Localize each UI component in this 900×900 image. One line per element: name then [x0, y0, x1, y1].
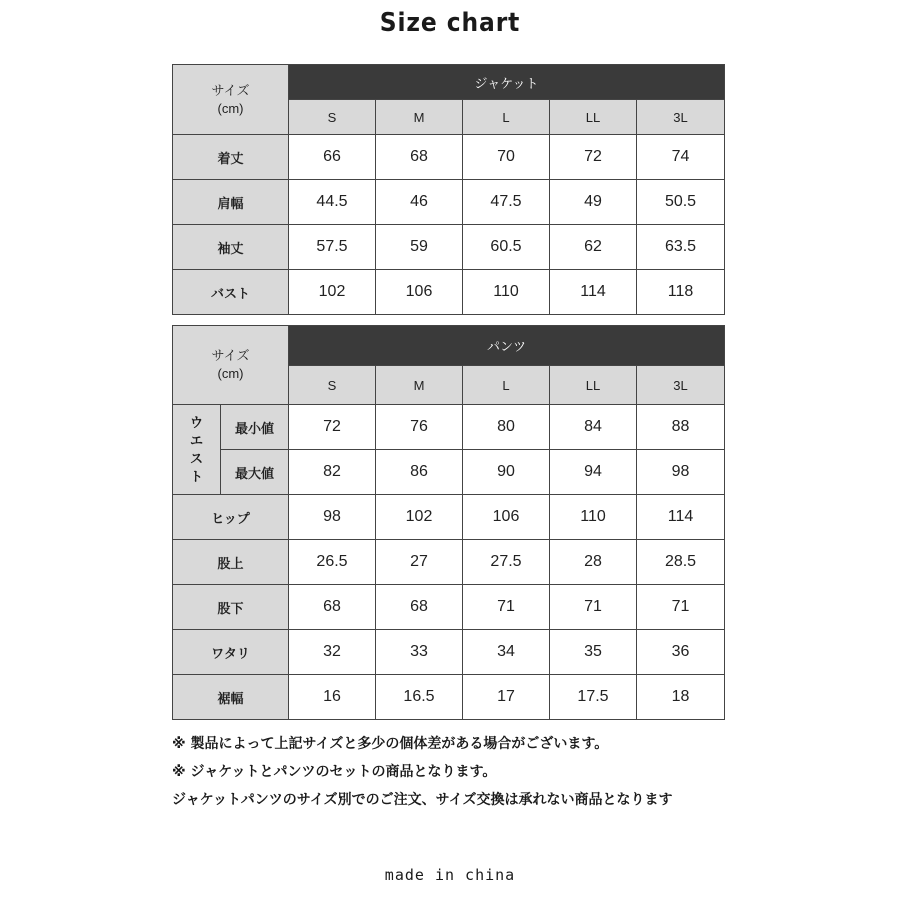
- table-row: [173, 630, 725, 675]
- table-cell: 106: [376, 270, 463, 315]
- row-label: 裾幅: [173, 675, 289, 720]
- table-cell: 72: [550, 135, 637, 180]
- jacket-size-header: M: [376, 100, 463, 135]
- table-cell: 68: [376, 585, 463, 630]
- note-line: ※ 製品によって上記サイズと多少の個体差がある場合がございます。: [172, 736, 609, 752]
- waist-group-text: ウ エ ス ト: [189, 414, 203, 484]
- table-cell: 63.5: [637, 225, 725, 270]
- jacket-size-table: [172, 64, 725, 315]
- row-label: ヒップ: [173, 495, 289, 540]
- table-cell: 98: [289, 495, 376, 540]
- pants-corner-cell: [173, 326, 289, 405]
- table-cell: 28: [550, 540, 637, 585]
- pants-section-header: パンツ: [289, 326, 725, 366]
- table-cell: 118: [637, 270, 725, 315]
- table-cell: 47.5: [463, 180, 550, 225]
- table-cell: 70: [463, 135, 550, 180]
- table-row: [173, 675, 725, 720]
- jacket-corner-label: サイズ: [211, 82, 250, 98]
- jacket-size-header: 3L: [637, 100, 725, 135]
- table-cell: 36: [637, 630, 725, 675]
- table-cell: 90: [463, 450, 550, 495]
- table-cell: 66: [289, 135, 376, 180]
- table-cell: 88: [637, 405, 725, 450]
- table-row: [173, 135, 725, 180]
- table-cell: 44.5: [289, 180, 376, 225]
- table-cell: 27.5: [463, 540, 550, 585]
- table-cell: 16: [289, 675, 376, 720]
- jacket-corner-cell: [173, 65, 289, 135]
- jacket-corner-unit: (cm): [217, 100, 244, 116]
- table-cell: 26.5: [289, 540, 376, 585]
- pants-size-table: [172, 325, 725, 720]
- table-cell: 60.5: [463, 225, 550, 270]
- table-cell: 17.5: [550, 675, 637, 720]
- row-label: 最小値: [221, 405, 289, 450]
- table-cell: 86: [376, 450, 463, 495]
- note-line: ジャケットパンツのサイズ別でのご注文、サイズ交換は承れない商品となります: [172, 792, 673, 808]
- table-cell: 114: [550, 270, 637, 315]
- pants-corner-label: サイズ: [211, 348, 250, 363]
- row-label: 肩幅: [173, 180, 289, 225]
- table-cell: 82: [289, 450, 376, 495]
- table-cell: 114: [637, 495, 725, 540]
- table-cell: 94: [550, 450, 637, 495]
- row-label: 着丈: [173, 135, 289, 180]
- row-label: 最大値: [221, 450, 289, 495]
- table-cell: 17: [463, 675, 550, 720]
- table-cell: 57.5: [289, 225, 376, 270]
- table-row: [173, 225, 725, 270]
- table-cell: 68: [376, 135, 463, 180]
- table-cell: 62: [550, 225, 637, 270]
- table-cell: 49: [550, 180, 637, 225]
- pants-size-header: LL: [550, 366, 637, 405]
- row-label: 股上: [173, 540, 289, 585]
- table-cell: 71: [550, 585, 637, 630]
- table-cell: 106: [463, 495, 550, 540]
- row-label: バスト: [173, 270, 289, 315]
- table-cell: 102: [376, 495, 463, 540]
- row-label: 股下: [173, 585, 289, 630]
- table-cell: 98: [637, 450, 725, 495]
- jacket-size-header: S: [289, 100, 376, 135]
- origin-label: made in china: [384, 866, 516, 884]
- table-cell: 32: [289, 630, 376, 675]
- table-cell: 76: [376, 405, 463, 450]
- table-cell: 33: [376, 630, 463, 675]
- page-title: Size chart: [379, 8, 521, 38]
- table-row: [173, 405, 725, 450]
- table-cell: 46: [376, 180, 463, 225]
- table-cell: 84: [550, 405, 637, 450]
- notes: [172, 730, 673, 814]
- table-row: [173, 180, 725, 225]
- table-cell: 72: [289, 405, 376, 450]
- table-row: [173, 450, 725, 495]
- note-line: ※ ジャケットとパンツのセットの商品となります。: [172, 764, 497, 780]
- table-row: [173, 585, 725, 630]
- table-cell: 28.5: [637, 540, 725, 585]
- table-cell: 16.5: [376, 675, 463, 720]
- pants-size-header: L: [463, 366, 550, 405]
- table-cell: 34: [463, 630, 550, 675]
- table-cell: 102: [289, 270, 376, 315]
- table-cell: 68: [289, 585, 376, 630]
- table-row: [173, 270, 725, 315]
- table-cell: 18: [637, 675, 725, 720]
- jacket-size-header: LL: [550, 100, 637, 135]
- table-cell: 80: [463, 405, 550, 450]
- jacket-size-header: L: [463, 100, 550, 135]
- table-cell: 110: [550, 495, 637, 540]
- table-cell: 71: [637, 585, 725, 630]
- row-label: 袖丈: [173, 225, 289, 270]
- table-cell: 71: [463, 585, 550, 630]
- pants-corner-unit: (cm): [217, 366, 244, 381]
- jacket-section-header: ジャケット: [289, 65, 725, 100]
- waist-group-label: [173, 405, 221, 495]
- table-row: [173, 495, 725, 540]
- table-cell: 35: [550, 630, 637, 675]
- row-label: ワタリ: [173, 630, 289, 675]
- pants-size-header: 3L: [637, 366, 725, 405]
- table-row: [173, 540, 725, 585]
- table-cell: 110: [463, 270, 550, 315]
- pants-size-header: S: [289, 366, 376, 405]
- pants-size-header: M: [376, 366, 463, 405]
- table-cell: 50.5: [637, 180, 725, 225]
- table-cell: 59: [376, 225, 463, 270]
- table-cell: 27: [376, 540, 463, 585]
- table-cell: 74: [637, 135, 725, 180]
